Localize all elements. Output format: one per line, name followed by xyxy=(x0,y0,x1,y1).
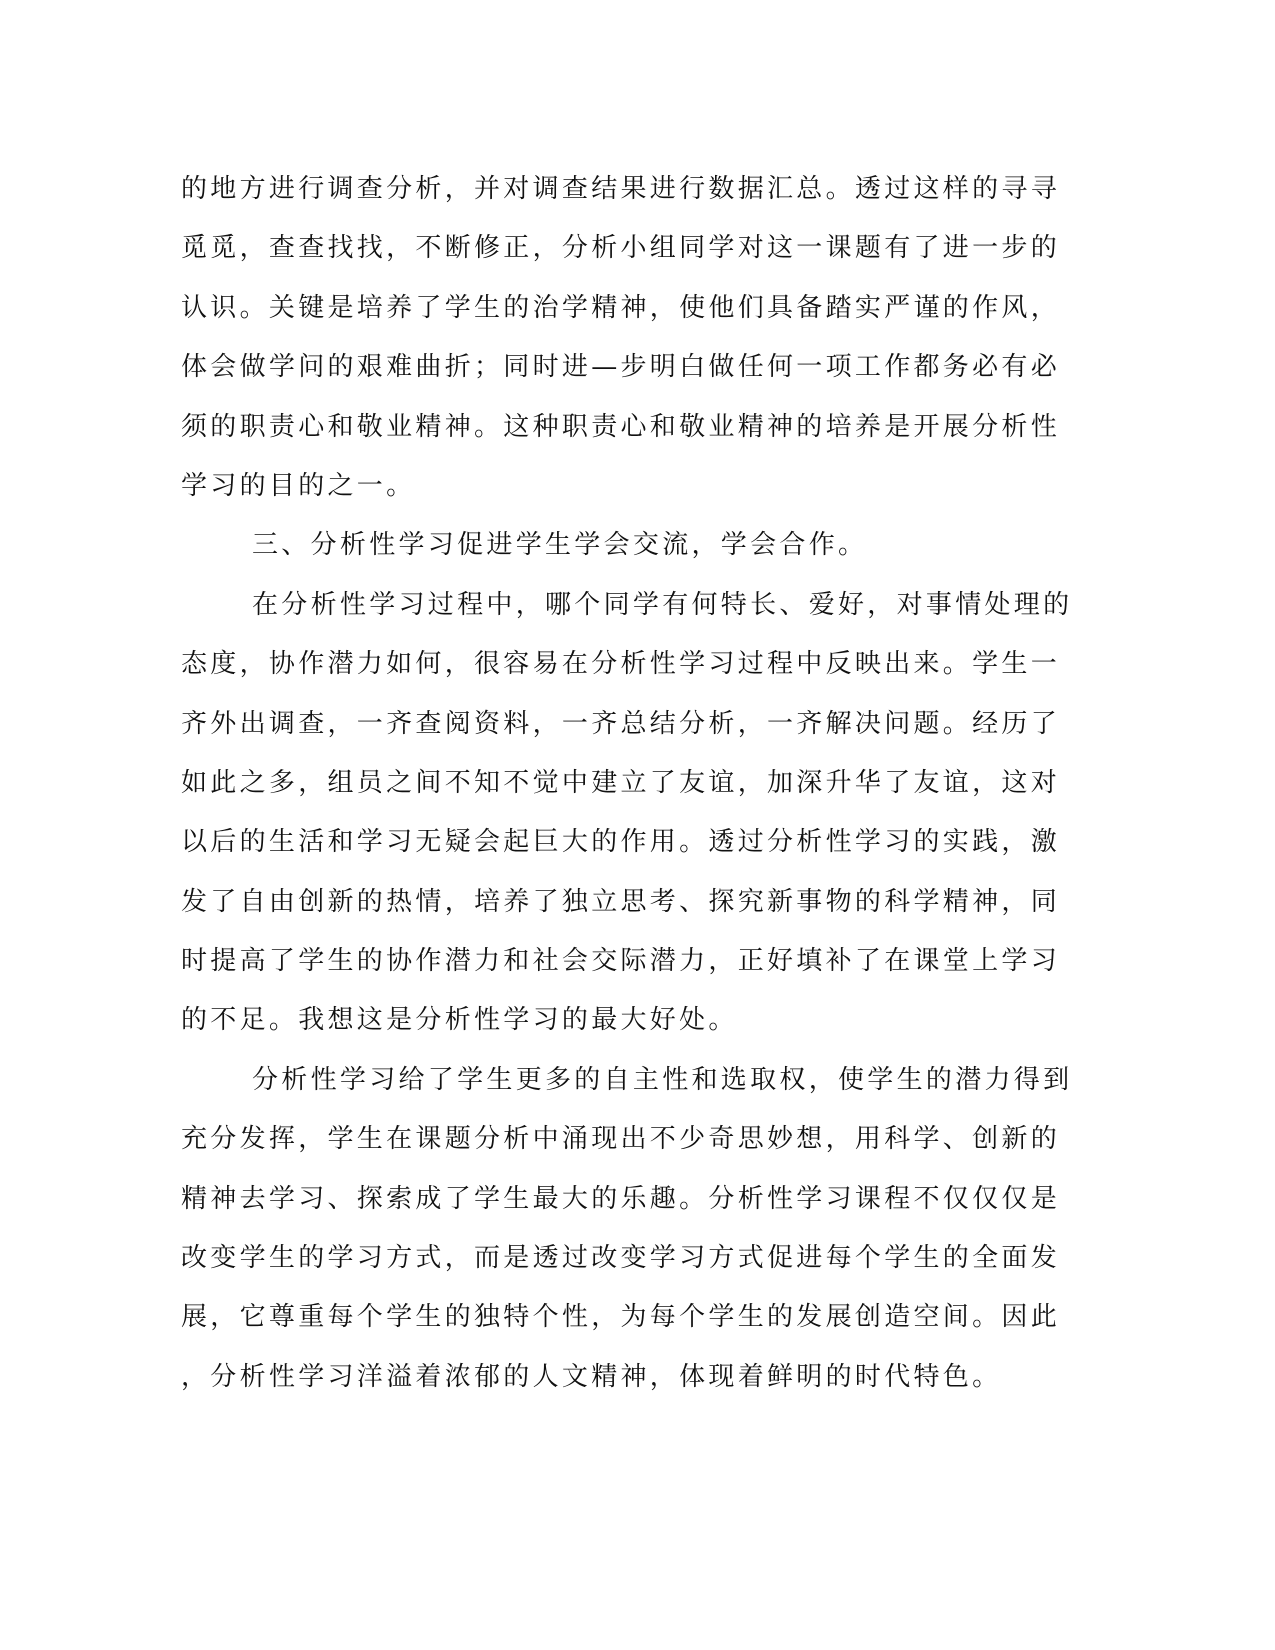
text-line: 觅觅，查查找找，不断修正，分析小组同学对这一课题有了进一步的 xyxy=(181,233,1061,264)
text-line: 充分发挥，学生在课题分析中涌现出不少奇思妙想，用科学、创新的 xyxy=(181,1124,1061,1155)
text-line: 在分析性学习过程中，哪个同学有何特长、爱好，对事情处理的 xyxy=(252,589,1073,620)
section-heading: 三、分析性学习促进学生学会交流，学会合作。 xyxy=(252,530,868,561)
text-line: 的地方进行调查分析，并对调查结果进行数据汇总。透过这样的寻寻 xyxy=(181,174,1061,204)
text-line: 精神去学习、探索成了学生最大的乐趣。分析性学习课程不仅仅仅是 xyxy=(181,1183,1061,1214)
text-line: 齐外出调查，一齐查阅资料，一齐总结分析，一齐解决问题。经历了 xyxy=(181,708,1061,739)
text-line: 体会做学问的艰难曲折；同时进—步明白做任何一项工作都务必有必 xyxy=(181,352,1061,383)
text-line: 改变学生的学习方式，而是透过改变学习方式促进每个学生的全面发 xyxy=(181,1243,1061,1274)
text-line: ，分析性学习洋溢着浓郁的人文精神，体现着鲜明的时代特色。 xyxy=(181,1361,1002,1392)
text-line: 须的职责心和敬业精神。这种职责心和敬业精神的培养是开展分析性 xyxy=(181,411,1061,442)
body-text xyxy=(181,160,1081,1407)
text-line: 时提高了学生的协作潜力和社会交际潜力，正好填补了在课堂上学习 xyxy=(181,946,1061,977)
text-line: 分析性学习给了学生更多的自主性和选取权，使学生的潜力得到 xyxy=(252,1064,1073,1095)
text-line: 展，它尊重每个学生的独特个性，为每个学生的发展创造空间。因此 xyxy=(181,1302,1061,1333)
text-line: 以后的生活和学习无疑会起巨大的作用。透过分析性学习的实践，激 xyxy=(181,827,1061,858)
text-line: 的不足。我想这是分析性学习的最大好处。 xyxy=(181,1005,738,1036)
text-line: 学习的目的之一。 xyxy=(181,470,416,501)
text-line: 发了自由创新的热情，培养了独立思考、探究新事物的科学精神，同 xyxy=(181,886,1061,917)
text-line: 如此之多，组员之间不知不觉中建立了友谊，加深升华了友谊，这对 xyxy=(181,767,1061,798)
text-line: 态度，协作潜力如何，很容易在分析性学习过程中反映出来。学生一 xyxy=(181,649,1061,680)
text-line: 认识。关键是培养了学生的治学精神，使他们具备踏实严谨的作风， xyxy=(181,292,1061,323)
